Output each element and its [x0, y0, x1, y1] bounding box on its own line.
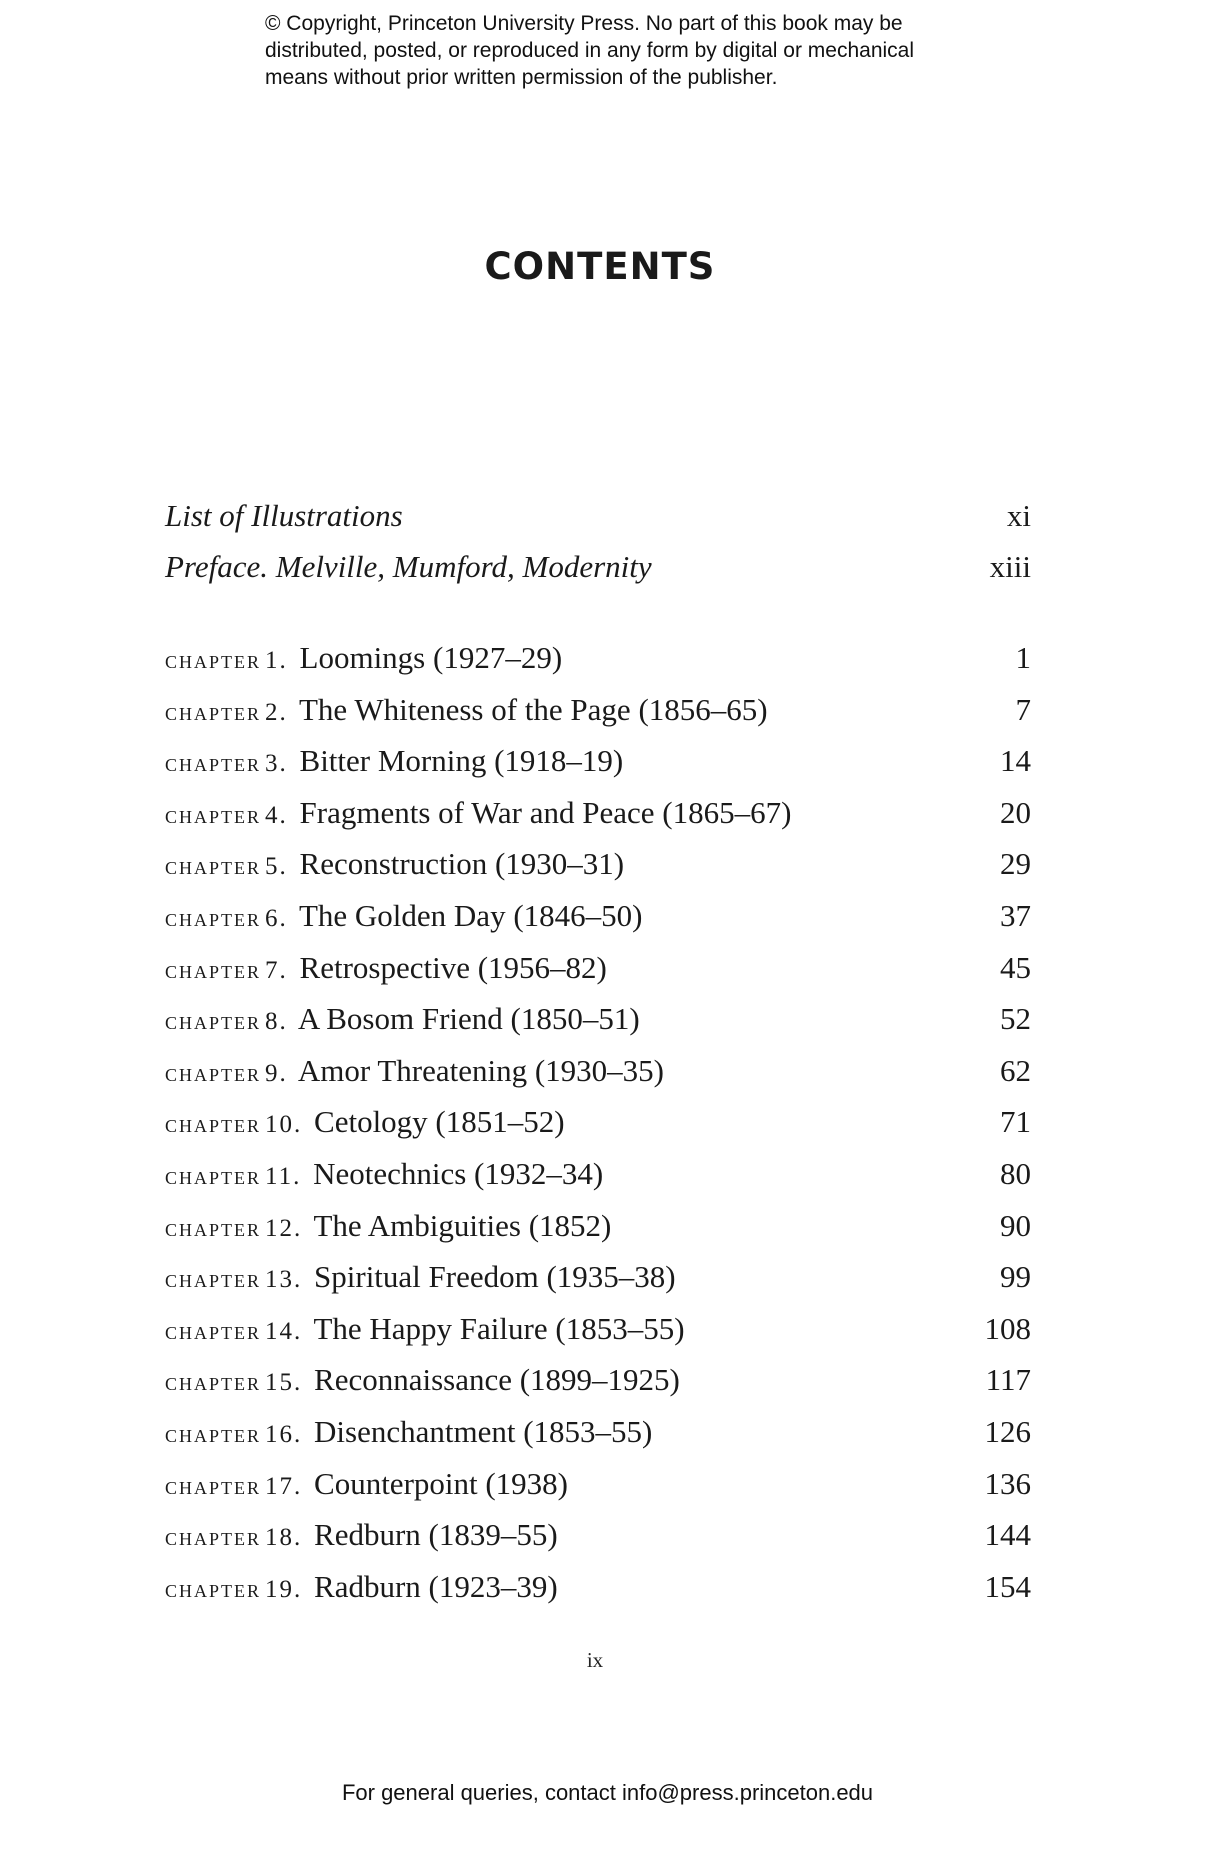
- chapter-number: 10.: [265, 1111, 303, 1139]
- chapter-number: 12.: [265, 1214, 303, 1242]
- toc-page-number: 14: [1000, 743, 1031, 779]
- toc-page-number: xi: [1006, 498, 1031, 533]
- chapter-number: 5.: [265, 853, 288, 881]
- chapter-prefix: chapter: [165, 1214, 262, 1242]
- copyright-line: distributed, posted, or reproduced in any form by digital or mechanical: [265, 39, 915, 62]
- footer-contact: For general queries, contact info@press.princeton.edu: [341, 1780, 874, 1805]
- page-title: CONTENTS: [484, 245, 716, 288]
- chapter-prefix: chapter: [165, 1111, 262, 1139]
- chapter-title: The Whiteness of the Page (1856–65): [298, 691, 768, 727]
- chapter-prefix: chapter: [165, 1266, 262, 1294]
- chapter-prefix: chapter: [165, 956, 262, 984]
- front-matter-list: [165, 498, 1031, 600]
- toc-entry-chapter[interactable]: [165, 1104, 1031, 1156]
- chapter-title: Radburn (1923–39): [314, 1568, 558, 1604]
- chapter-number: 3.: [265, 750, 288, 778]
- toc-entry-chapter[interactable]: [165, 950, 1031, 1002]
- chapter-title: Redburn (1839–55): [314, 1517, 558, 1553]
- chapter-number: 4.: [265, 801, 288, 829]
- toc-page-number: 29: [1000, 846, 1031, 882]
- chapter-number: 1.: [265, 647, 288, 674]
- toc-page-number: 99: [1000, 1259, 1031, 1295]
- toc-page-number: 20: [1000, 794, 1031, 830]
- toc-entry-chapter[interactable]: [165, 743, 1031, 795]
- toc-page-number: 90: [1000, 1207, 1031, 1243]
- toc-page-number: 52: [1000, 1001, 1031, 1037]
- chapter-number: 8.: [265, 1008, 288, 1036]
- chapter-title: Loomings (1927–29): [299, 640, 563, 675]
- chapter-title: Cetology (1851–52): [314, 1104, 565, 1140]
- chapter-title: Reconnaissance (1899–1925): [314, 1362, 680, 1398]
- toc-page-number: 45: [1000, 949, 1031, 985]
- toc-entry-label: List of Illustrations: [165, 498, 403, 533]
- chapter-prefix: chapter: [165, 1420, 262, 1448]
- toc-entry-chapter[interactable]: [165, 1053, 1031, 1105]
- chapter-prefix: chapter: [165, 1369, 262, 1397]
- toc-entry-chapter[interactable]: [165, 795, 1031, 847]
- toc-entry-illustrations[interactable]: [165, 498, 1031, 549]
- toc-page-number: 154: [984, 1568, 1031, 1604]
- toc-page-number: 7: [1015, 691, 1031, 727]
- toc-page-number: 62: [1000, 1052, 1031, 1088]
- toc-page-number: 71: [1000, 1104, 1031, 1140]
- chapter-number: 14.: [265, 1317, 303, 1345]
- chapter-prefix: chapter: [165, 1472, 262, 1500]
- toc-page-number: 37: [1000, 897, 1031, 933]
- chapter-prefix: chapter: [165, 1575, 262, 1603]
- toc-page-number: 136: [984, 1465, 1031, 1501]
- chapter-title: The Golden Day (1846–50): [298, 897, 643, 933]
- chapter-prefix: chapter: [165, 904, 262, 932]
- toc-entry-chapter[interactable]: [165, 1569, 1031, 1621]
- chapter-prefix: chapter: [165, 698, 262, 726]
- toc-page-number: 144: [984, 1517, 1031, 1553]
- chapter-prefix: chapter: [165, 801, 262, 829]
- chapter-prefix: chapter: [165, 647, 262, 674]
- toc-entry-chapter[interactable]: [165, 1001, 1031, 1053]
- toc-page-number: xiii: [989, 549, 1031, 584]
- chapter-title: Disenchantment (1853–55): [314, 1413, 653, 1449]
- toc-entry-chapter[interactable]: [165, 692, 1031, 744]
- chapter-title: A Bosom Friend (1850–51): [297, 1001, 640, 1037]
- chapter-number: 18.: [265, 1524, 303, 1552]
- chapter-number: 7.: [265, 956, 288, 984]
- chapter-title: Fragments of War and Peace (1865–67): [299, 794, 792, 830]
- chapter-prefix: chapter: [165, 853, 262, 881]
- toc-page-number: 108: [984, 1310, 1031, 1346]
- toc-entry-chapter[interactable]: [165, 1156, 1031, 1208]
- toc-entry-chapter[interactable]: [165, 898, 1031, 950]
- toc-entry-chapter[interactable]: [165, 1517, 1031, 1569]
- chapter-title: Bitter Morning (1918–19): [299, 743, 624, 779]
- chapter-title: Neotechnics (1932–34): [313, 1155, 604, 1191]
- toc-entry-chapter[interactable]: [165, 846, 1031, 898]
- chapter-list: [165, 640, 1031, 1620]
- chapter-number: 19.: [265, 1575, 303, 1603]
- toc-entry-preface[interactable]: [165, 549, 1031, 600]
- copyright-line: © Copyright, Princeton University Press. No part of this book may be: [265, 12, 903, 35]
- chapter-number: 13.: [265, 1266, 303, 1294]
- chapter-prefix: chapter: [165, 1524, 262, 1552]
- chapter-prefix: chapter: [165, 1162, 262, 1190]
- toc-entry-chapter[interactable]: [165, 1208, 1031, 1260]
- toc-entry-chapter[interactable]: [165, 1311, 1031, 1363]
- chapter-number: 15.: [265, 1369, 303, 1397]
- chapter-title: Spiritual Freedom (1935–38): [314, 1259, 676, 1295]
- chapter-title: Amor Threatening (1930–35): [297, 1052, 664, 1088]
- toc-entry-chapter[interactable]: [165, 640, 1031, 692]
- chapter-number: 16.: [265, 1420, 303, 1448]
- chapter-title: Retrospective (1956–82): [299, 949, 607, 985]
- chapter-title: The Happy Failure (1853–55): [313, 1310, 685, 1346]
- chapter-title: The Ambiguities (1852): [313, 1207, 612, 1243]
- chapter-number: 6.: [265, 904, 288, 932]
- chapter-prefix: chapter: [165, 750, 262, 778]
- page-folio: ix: [586, 1648, 604, 1672]
- toc-page-number: 126: [984, 1413, 1031, 1449]
- toc-page-number: 80: [1000, 1155, 1031, 1191]
- chapter-number: 2.: [265, 698, 288, 726]
- chapter-prefix: chapter: [165, 1317, 262, 1345]
- toc-page-number: 1: [1015, 640, 1031, 675]
- chapter-title: Reconstruction (1930–31): [299, 846, 625, 882]
- chapter-number: 11.: [265, 1162, 302, 1190]
- toc-entry-chapter[interactable]: [165, 1414, 1031, 1466]
- copyright-line: means without prior written permission of the publisher.: [265, 66, 778, 89]
- chapter-number: 17.: [265, 1472, 303, 1500]
- chapter-number: 9.: [265, 1059, 288, 1087]
- toc-entry-chapter[interactable]: [165, 1466, 1031, 1518]
- toc-page-number: 117: [985, 1362, 1031, 1398]
- chapter-prefix: chapter: [165, 1008, 262, 1036]
- toc-entry-chapter[interactable]: [165, 1259, 1031, 1311]
- toc-entry-label: Preface. Melville, Mumford, Modernity: [165, 549, 652, 584]
- toc-entry-chapter[interactable]: [165, 1362, 1031, 1414]
- chapter-title: Counterpoint (1938): [314, 1465, 569, 1501]
- copyright-notice: [265, 10, 985, 91]
- chapter-prefix: chapter: [165, 1059, 262, 1087]
